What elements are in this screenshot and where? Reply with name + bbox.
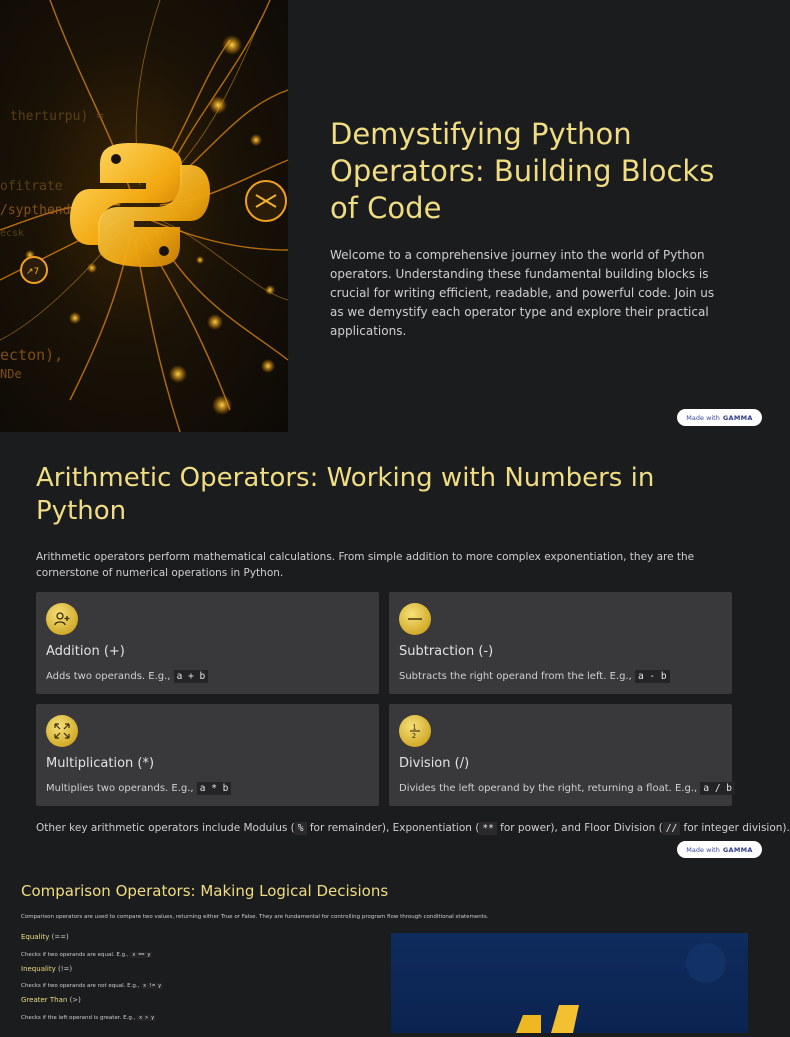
- multiplication-card: [36, 704, 379, 806]
- minus-icon: [399, 603, 431, 635]
- add-user-icon: [46, 603, 78, 635]
- arithmetic-outro: Other key arithmetic operators include Modulus ( % for remainder), Exponentiation ( ** for power), and Floor Division ( // for integer division).: [36, 822, 790, 834]
- subtraction-card: [389, 592, 732, 694]
- svg-text:ecton),: ecton),: [0, 346, 64, 364]
- equality-heading: Equality (==): [21, 933, 69, 941]
- comparison-intro: Comparison operators are used to compare two values, returning either True or False. They are fundamental for controlling program flow through conditional statements.: [21, 914, 489, 920]
- gamma-logo: GAMMA: [722, 413, 753, 422]
- svg-text:ecsk: ecsk: [0, 228, 25, 239]
- exponent-code: **: [479, 822, 496, 835]
- multiplication-desc: Multiplies two operands. E.g., a * b: [46, 783, 231, 794]
- made-with-gamma-badge[interactable]: [677, 409, 762, 426]
- division-card: [389, 704, 732, 806]
- svg-text:1: 1: [412, 723, 417, 732]
- subtraction-code: a - b: [635, 670, 670, 683]
- arithmetic-heading: Arithmetic Operators: Working with Numbers in Python: [36, 463, 655, 526]
- made-with-gamma-badge[interactable]: [677, 841, 762, 858]
- inequality-desc: Checks if two operands are not equal. E.g., x != y: [21, 983, 162, 989]
- badge-prefix: Made with: [686, 413, 720, 422]
- slide-title-body: Welcome to a comprehensive journey into the world of Python operators. Understanding these fundamental building blocks is crucial for writing efficient, readable, and powerful code. Join us as we demystify each operator type and explore their practical applications.: [330, 248, 715, 338]
- addition-card: [36, 592, 379, 694]
- inequality-heading: Inequality (!=): [21, 965, 73, 973]
- comparison-illustration: [391, 933, 748, 1033]
- svg-text:ofitrate: ofitrate: [0, 179, 63, 194]
- slide-arithmetic: [0, 432, 790, 864]
- python-logo: [70, 143, 210, 267]
- arithmetic-intro: Arithmetic operators perform mathematical calculations. From simple addition to more complex exponentiation, they are the cornerstone of numerical operations in Python.: [36, 551, 695, 579]
- division-title: Division (/): [399, 756, 470, 771]
- svg-text:↗7: ↗7: [26, 267, 40, 277]
- python-hero-image: [0, 0, 288, 432]
- svg-text:2: 2: [411, 732, 417, 740]
- slide-comparison: [0, 864, 768, 1024]
- division-desc: Divides the left operand by the right, returning a float. E.g., a / b: [399, 783, 735, 794]
- comparison-heading: Comparison Operators: Making Logical Decisions: [21, 882, 389, 900]
- slide-title: [0, 0, 768, 432]
- slide-title-heading: Demystifying Python Operators: Building Blocks of Code: [330, 117, 715, 225]
- modulus-code: %: [295, 822, 307, 835]
- multiplication-title: Multiplication (*): [46, 756, 155, 771]
- expand-arrows-icon: [46, 715, 78, 747]
- addition-code: a + b: [174, 670, 209, 683]
- svg-text:/sypthend: /sypthend: [0, 203, 71, 218]
- subtraction-desc: Subtracts the right operand from the left. E.g., a - b: [399, 671, 670, 682]
- half-fraction-icon: [399, 715, 431, 747]
- gamma-logo: GAMMA: [722, 845, 753, 854]
- multiplication-code: a * b: [197, 782, 232, 795]
- hero-code-text: therturpu) =: [10, 109, 104, 124]
- greater-than-heading: Greater Than (>): [21, 996, 81, 1004]
- badge-prefix: Made with: [686, 845, 720, 854]
- division-code: a / b: [700, 782, 735, 795]
- subtraction-title: Subtraction (-): [399, 644, 494, 659]
- addition-title: Addition (+): [46, 644, 125, 659]
- greater-than-desc: Checks if the left operand is greater. E.g., x > y: [21, 1015, 155, 1021]
- svg-text:NDe: NDe: [0, 367, 22, 381]
- addition-desc: Adds two operands. E.g., a + b: [46, 671, 208, 682]
- floor-div-code: //: [663, 822, 680, 835]
- equality-desc: Checks if two operands are equal. E.g., x == y: [21, 952, 151, 958]
